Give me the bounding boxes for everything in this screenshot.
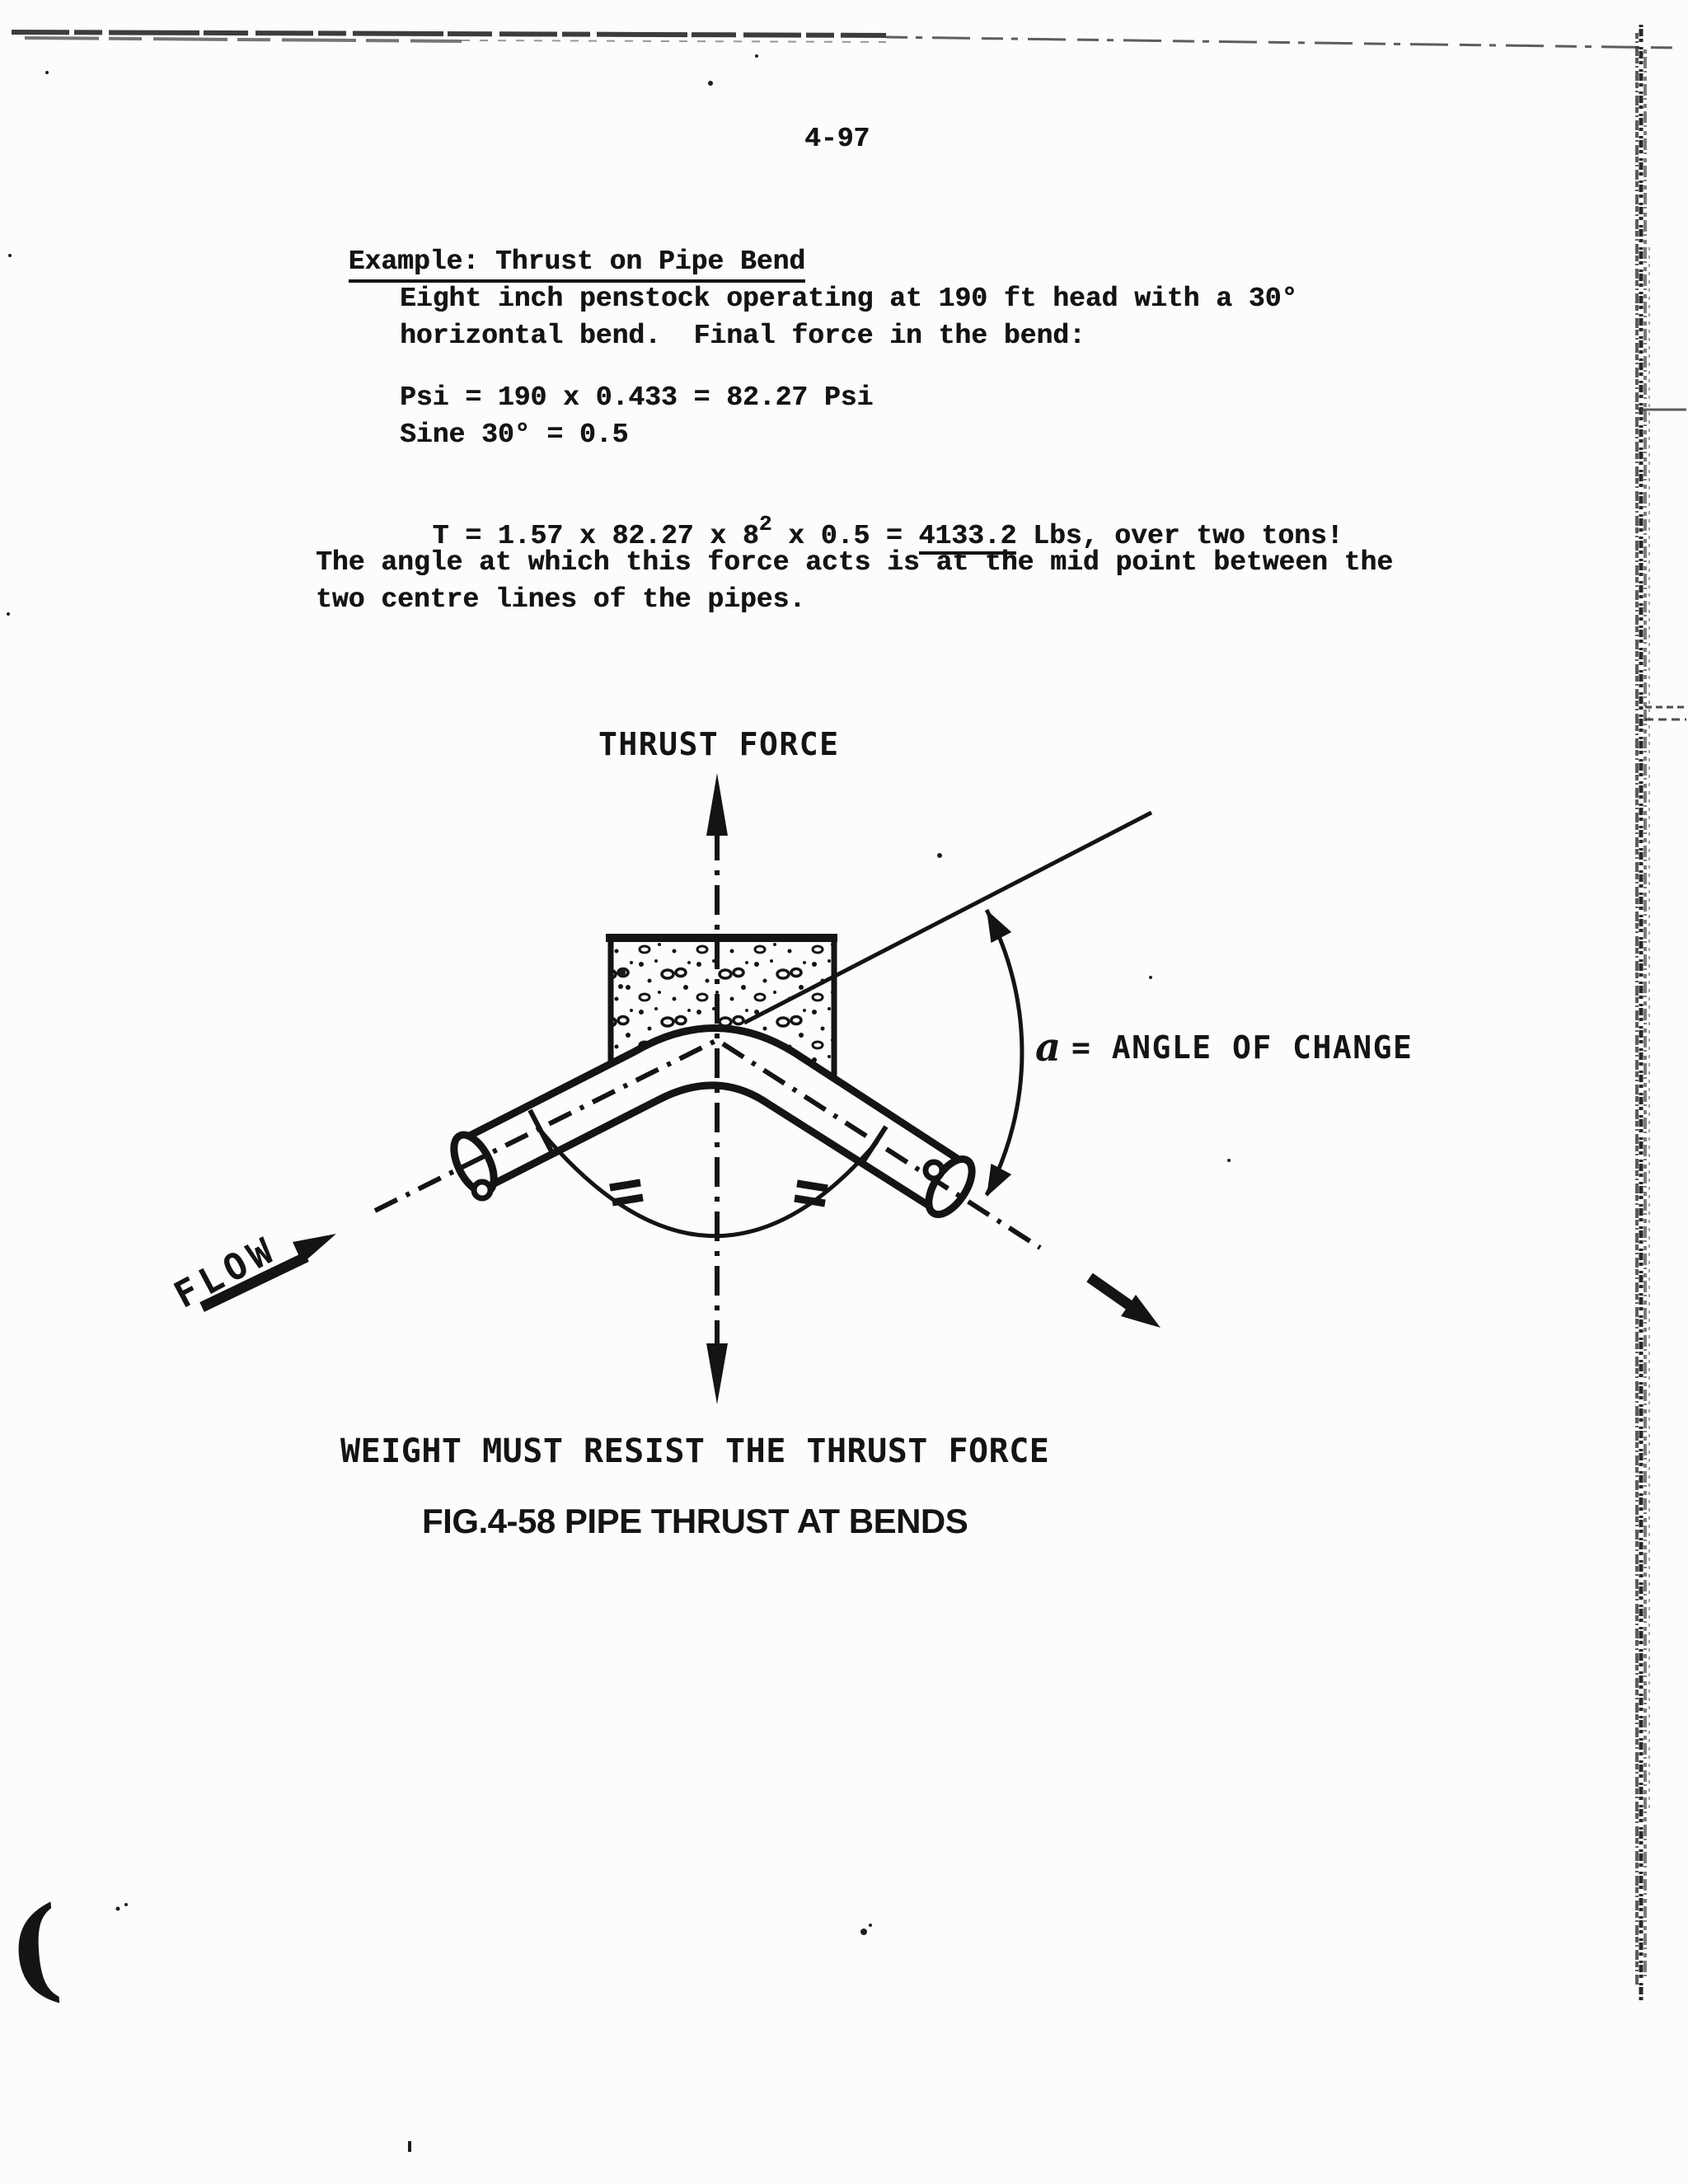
thrust-force-label: THRUST FORCE bbox=[598, 726, 840, 762]
thrust-up-arrowhead bbox=[706, 773, 728, 836]
body-para1-line2: horizontal bend. Final force in the bend: bbox=[400, 321, 1085, 351]
page-number: 4-97 bbox=[804, 124, 870, 154]
angle-of-change-arc bbox=[977, 904, 1022, 1202]
thrust-down-arrowhead bbox=[706, 1343, 728, 1404]
thrust-equation-pre: T = 1.57 x 82.27 x 8 bbox=[432, 521, 759, 551]
sine-equation: Sine 30° = 0.5 bbox=[400, 419, 629, 450]
figure-caption-number: FIG.4-58 PIPE THRUST AT BENDS bbox=[422, 1502, 968, 1540]
pipe-end-left-curl bbox=[474, 1182, 490, 1198]
pipe-bend bbox=[446, 1028, 981, 1221]
pipe-extension-line bbox=[744, 813, 1151, 1023]
thrust-equation-post: Lbs, over two tons! bbox=[1016, 521, 1343, 551]
psi-equation: Psi = 190 x 0.433 = 82.27 Psi bbox=[400, 382, 874, 413]
thrust-equation-result: 4133.2 bbox=[919, 521, 1017, 555]
margin-paren-mark: ( bbox=[2, 1881, 67, 2017]
section-heading bbox=[316, 206, 805, 280]
angle-variable: a bbox=[1035, 1024, 1062, 1071]
thrust-equation-mid: x 0.5 = bbox=[771, 521, 919, 551]
thrust-equation-exponent: 2 bbox=[758, 512, 772, 537]
angle-of-change-label: = ANGLE OF CHANGE bbox=[1071, 1029, 1414, 1066]
scan-edge-top bbox=[12, 32, 1677, 48]
section-heading-text: Example: Thrust on Pipe Bend bbox=[349, 246, 806, 283]
body-para2-line1: The angle at which this force acts is at the mid point between the bbox=[316, 547, 1394, 578]
flow-label: FLOW bbox=[167, 1227, 285, 1317]
body-para1-line1: Eight inch penstock operating at 190 ft head with a 30° bbox=[400, 284, 1298, 314]
equal-mark-left bbox=[610, 1183, 643, 1202]
body-para2-line2: two centre lines of the pipes. bbox=[316, 584, 806, 615]
figure-caption-weight: WEIGHT MUST RESIST THE THRUST FORCE bbox=[340, 1432, 1050, 1470]
scan-edge-right bbox=[1637, 25, 1686, 2003]
flow-out-arrow bbox=[1090, 1277, 1160, 1328]
